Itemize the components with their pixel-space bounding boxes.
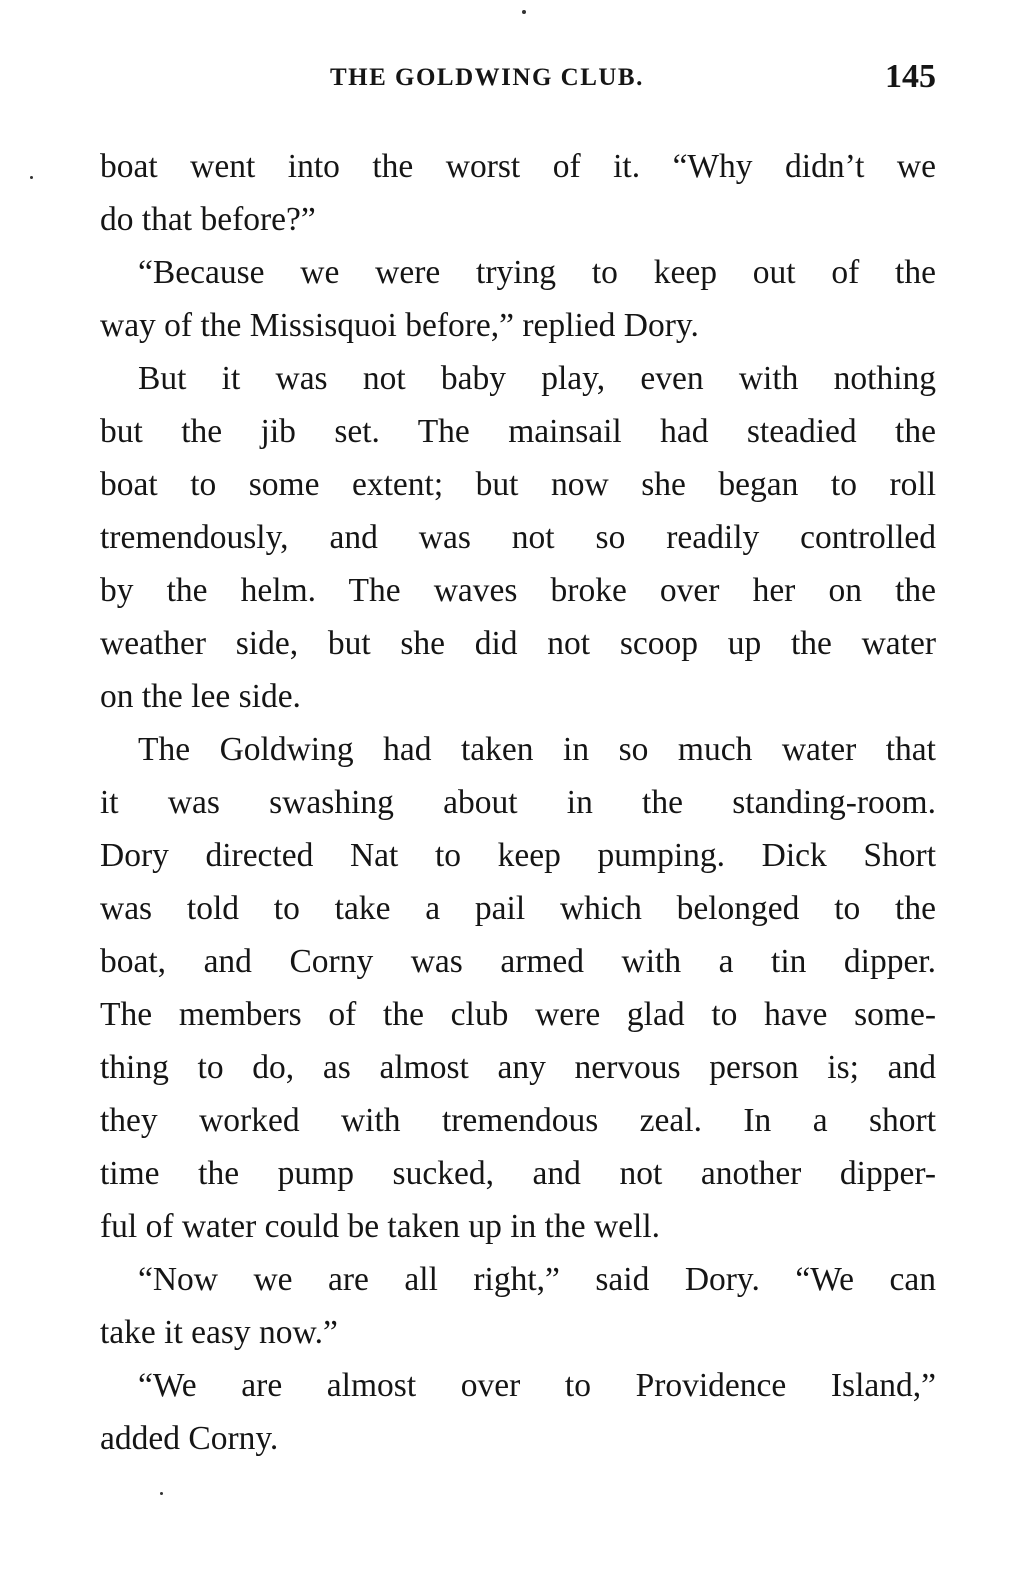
paragraph: [100, 140, 936, 246]
running-title: THE GOLDWING CLUB.: [330, 64, 644, 91]
text-line: The Goldwing had taken in so much water that: [138, 731, 936, 768]
text-line: added Corny.: [100, 1420, 279, 1457]
text-line: boat went into the worst of it. “Why didn’t we: [100, 148, 936, 185]
ink-speck: [522, 10, 526, 14]
paragraph: [100, 246, 936, 352]
paragraph: [100, 723, 936, 1253]
text-line: “Now we are all right,” said Dory. “We can: [138, 1261, 936, 1298]
text-line: “We are almost over to Providence Island,”: [138, 1367, 936, 1404]
text-line: was told to take a pail which belonged to the: [100, 890, 936, 927]
text-line: weather side, but she did not scoop up the water: [100, 625, 936, 662]
text-line: ful of water could be taken up in the well.: [100, 1208, 661, 1245]
text-line: they worked with tremendous zeal. In a short: [100, 1102, 936, 1139]
text-line: by the helm. The waves broke over her on the: [100, 572, 936, 609]
running-head: [100, 58, 936, 98]
text-line: time the pump sucked, and not another dipper-: [100, 1155, 936, 1192]
text-line: The members of the club were glad to have some-: [100, 996, 936, 1033]
ink-speck: [160, 1492, 163, 1495]
text-line: on the lee side.: [100, 678, 301, 715]
body-text: [100, 140, 936, 1465]
ink-speck: [30, 176, 33, 179]
text-line: take it easy now.”: [100, 1314, 338, 1351]
text-line: “Because we were trying to keep out of the: [138, 254, 936, 291]
text-line: do that before?”: [100, 201, 316, 238]
paragraph: [100, 352, 936, 723]
paragraph: [100, 1359, 936, 1465]
page-number: 145: [885, 58, 936, 95]
text-line: thing to do, as almost any nervous person is; and: [100, 1049, 936, 1086]
text-line: boat, and Corny was armed with a tin dipper.: [100, 943, 936, 980]
paragraph: [100, 1253, 936, 1359]
text-line: Dory directed Nat to keep pumping. Dick Short: [100, 837, 936, 874]
text-line: boat to some extent; but now she began to roll: [100, 466, 936, 503]
text-line: but the jib set. The mainsail had steadied the: [100, 413, 936, 450]
text-line: But it was not baby play, even with nothing: [138, 360, 936, 397]
text-line: way of the Missisquoi before,” replied Dory.: [100, 307, 699, 344]
text-line: tremendously, and was not so readily controlled: [100, 519, 936, 556]
text-line: it was swashing about in the standing-room.: [100, 784, 936, 821]
